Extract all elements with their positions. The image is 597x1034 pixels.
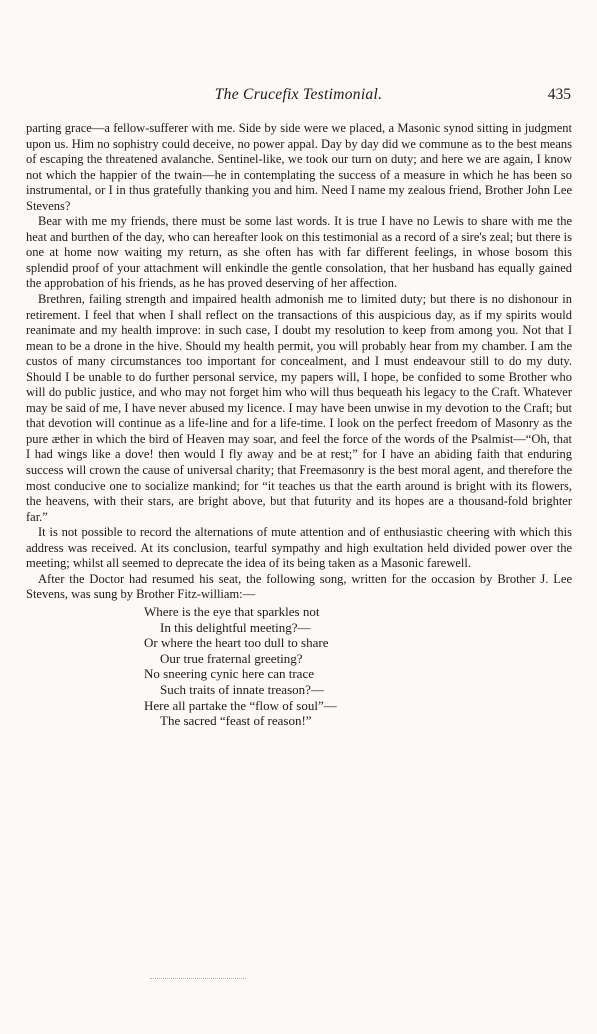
song-verse (144, 604, 572, 729)
paragraph-last-words: Bear with me my friends, there must be some last words. It is true I have no Lewis to share with me the heat and burthen of the day, who can hereafter look on this testimonial as a record of a sire's zeal; but there is one at home now waiting my return, as she often has with far different feelings, in whose bosom this splendid proof of your attachment will enkindle the gentle consolation, that her husband has equally gained the approbation of his friends, as he has proved deserving of her affection. (26, 214, 572, 291)
footer-rule (150, 978, 246, 980)
verse-line: Our true fraternal greeting? (160, 650, 303, 666)
page-number: 435 (547, 86, 571, 103)
verse-line: No sneering cynic here can trace (144, 666, 314, 682)
page-body (26, 121, 572, 729)
paragraph-continuation: parting grace—a fellow-sufferer with me. Side by side were we placed, a Masonic synod sitting in judgment upon us. Him no sophistry could deceive, no power appal. Day by day did we commune as to the best means of escaping the threatened avalanche. Sentinel-like, we took our turn on duty; and here we are again, I know not which the happier of the twain—he in contemplating the success of a measure in which he has been so instrumental, or I in thus gratefully thanking you and him. Need I name my zealous friend, Brother John Lee Stevens? (26, 121, 572, 213)
paragraph-retirement: Brethren, failing strength and impaired health admonish me to limited duty; but there is no dishonour in retirement. I feel that when I shall reflect on the transactions of this auspicious day, as if my spirits would reanimate and my health improve: in such case, I doubt my resolution to keep from among you. Not that I mean to be a drone in the hive. Should my health permit, you will probably hear from my chamber. I am the custos of many circumstances too important for concealment, and I must endeavour still to do my duty. Should I be unable to do further personal service, my papers will, I hope, be confided to some Brother who will do public justice, and who may not forget him who will thus bequeath his legacy to the Craft. Whatever may be said of me, I have never abused my licence. I may have been unwise in my devotion to the Craft; but that devotion will continue as a life-line and for a life-time. I look on the perfect freedom of Masonry as the pure æther in which the bird of Heaven may soar, and feel the force of the words of the Psalmist—“Oh, that I had wings like a dove! then would I fly away and be at rest;” for I have an abiding faith that enduring success will crown the cause of universal charity; that Freemasonry is the best moral agent, and therefore the most conducive one to socialize mankind; for “it teaches us that the earth around is bright with its flowers, the heavens, with their stars, are bright above, but that futurity and its hopes are a thousand-fold brighter far.” (26, 292, 572, 524)
verse-line: Where is the eye that sparkles not (144, 603, 320, 619)
verse-line: The sacred “feast of reason!” (160, 713, 312, 729)
verse-line: Or where the heart too dull to share (144, 635, 329, 651)
page-header (26, 86, 571, 106)
verse-line: Such traits of innate treason?— (160, 681, 324, 697)
paragraph-reception: It is not possible to record the alternations of mute attention and of enthusiastic cheering with which this address was received. At its conclusion, tearful sympathy and high exultation held divided power over the meeting; whilst all seemed to deprecate the idea of its being taken as a Masonic farewell. (26, 525, 572, 571)
verse-line: In this delightful meeting?— (160, 619, 311, 635)
verse-line: Here all partake the “flow of soul”— (144, 697, 337, 713)
paragraph-song-intro: After the Doctor had resumed his seat, the following song, written for the occasion by Brother J. Lee Stevens, was sung by Brother Fitz-william:— (26, 571, 572, 602)
running-title: The Crucefix Testimonial. (214, 86, 383, 103)
